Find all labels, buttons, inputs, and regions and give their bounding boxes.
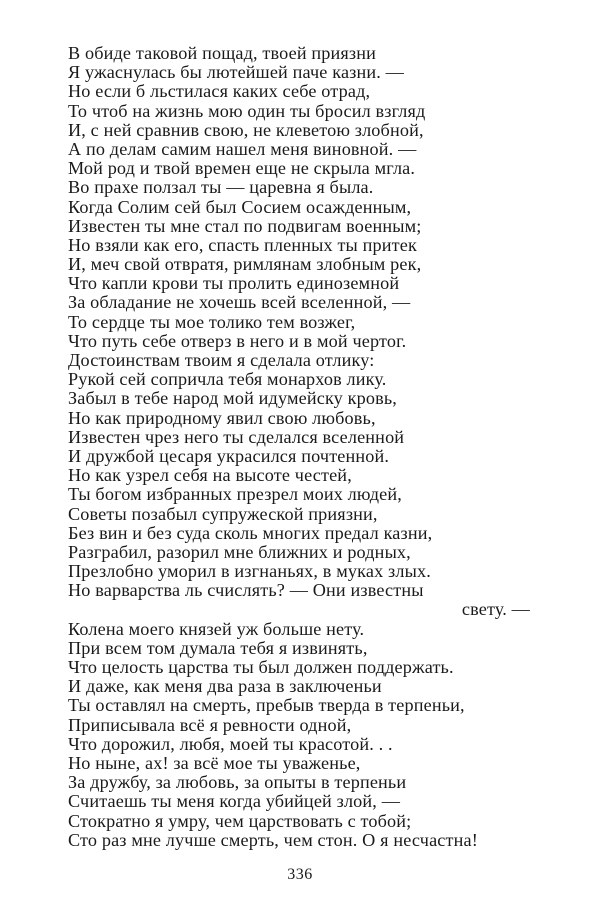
verse-line: То чтоб на жизнь мою один ты бросил взгляд [68, 100, 426, 121]
verse-line: Но как узрел себя на высоте честей, [68, 465, 352, 486]
verse-line: Известен ты мне стал по подвигам военным; [68, 215, 422, 236]
verse-line: При всем том думала тебя я извинять, [68, 637, 368, 658]
verse-line: А по делам самим нашел меня виновной. — [68, 138, 417, 159]
verse-line: Ты богом избранных презрел моих людей, [68, 484, 402, 505]
verse-line: Что капли крови ты пролить единоземной [68, 273, 400, 294]
verse-line: Сто раз мне лучше смерть, чем стон. О я несчастна! [68, 829, 478, 850]
verse-line: Считаешь ты меня когда убийцей злой, — [68, 791, 401, 812]
verse-line: Советы позабыл супружеской приязни, [68, 503, 378, 524]
verse-line: Разграбил, разорил мне ближних и родных, [68, 541, 411, 562]
verse-line: И дружбой цесаря украсился почтенной. [68, 445, 390, 466]
verse-line: Мой род и твой времен еще не скрыла мгла. [68, 158, 416, 179]
verse-line: Что путь себе отверз в него и в мой чертог. [68, 330, 407, 351]
verse-line: Но если б льстилася каких себе отрад, [68, 81, 371, 102]
verse-line: Без вин и без суда сколь многих предал казни, [68, 522, 433, 543]
verse-line: Но взяли как его, спасть пленных ты притек [68, 234, 417, 255]
verse-line: Стократно я умру, чем царствовать с тобой; [68, 810, 412, 831]
verse-line: Но ныне, ах! за всё мое ты уваженье, [68, 752, 361, 773]
verse-line: Что дорожил, любя, моей ты красотой. . . [68, 733, 393, 754]
verse-line: Достоинствам твоим я сделала отлику: [68, 350, 375, 370]
verse-line: И даже, как меня два раза в заключеньи [68, 676, 382, 697]
verse-line: Когда Солим сей был Сосием осажденным, [68, 196, 412, 217]
verse-line: Забыл в тебе народ мой идумейску кровь, [68, 388, 397, 409]
verse-line: За обладание не хочешь всей вселенной, — [68, 292, 411, 313]
verse-line: Ты оставлял на смерть, пребыв тверда в терпеньи, [68, 695, 465, 716]
verse-line: То сердце ты мое толико тем возжег, [68, 311, 356, 332]
page-number: 336 [287, 866, 313, 883]
verse-line: Но как природному явил свою любовь, [68, 407, 376, 428]
verse-line: Рукой сей сопричла тебя монархов лику. [68, 369, 387, 390]
verse-line: И, с ней сравнив свою, не клеветою злобной, [68, 119, 424, 140]
verse-line: За дружбу, за любовь, за опыты в терпеньи [68, 772, 407, 793]
verse-line: Во прахе ползал ты — царевна я была. [68, 177, 374, 198]
verse-line: Приписывала всё я ревности одной, [68, 714, 352, 735]
verse-line: В обиде таковой пощад, твоей приязни [68, 43, 377, 63]
verse-line: Что целость царства ты был должен поддержать. [68, 657, 454, 677]
verse-line: Известен чрез него ты сделался вселенной [68, 426, 405, 447]
verse-line: Презлобно уморил в изгнаньях, в муках злых. [68, 561, 431, 582]
verse-line: Колена моего князей уж больше нету. [68, 618, 365, 639]
verse-line: И, меч свой отвратя, римлянам злобным рек, [68, 254, 422, 275]
verse-block [68, 44, 538, 850]
verse-line: Я ужаснулась бы лютейшей паче казни. — [68, 62, 404, 83]
verse-line-continuation: свету. — [461, 599, 530, 620]
verse-line: Но варварства ль счислять? — Они известны [68, 580, 424, 601]
